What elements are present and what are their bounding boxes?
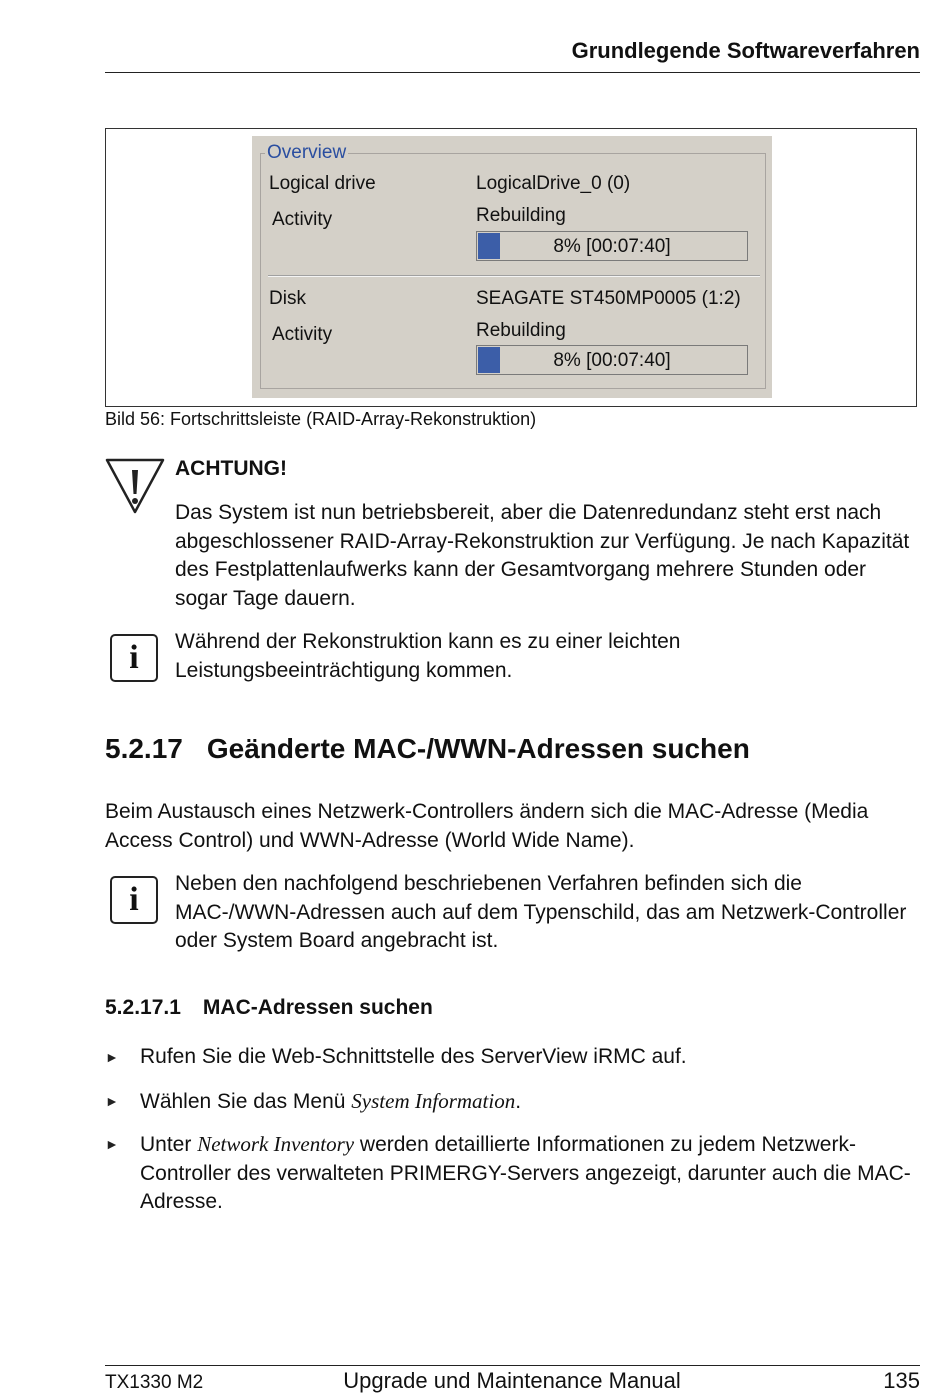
info-text-typeplate: Neben den nachfolgend beschriebenen Verfahren befinden sich die MAC-/WWN-Adressen auch auf dem Typenschild, das am Netzwerk-Controller oder System Board angebracht ist. [175, 872, 907, 952]
logical-progress-bar [476, 231, 748, 261]
menu-network-inventory: Network Inventory [197, 1132, 355, 1156]
running-header: Grundlegende Softwareverfahren [571, 38, 920, 63]
header-rule [105, 72, 920, 73]
step-1: Rufen Sie die Web-Schnittstelle des ServerView iRMC auf. [140, 1045, 687, 1068]
caution-title: ACHTUNG! [175, 457, 287, 480]
step-3-text: Unter [140, 1133, 198, 1156]
step-marker: ► [105, 1136, 119, 1152]
logical-drive-value: LogicalDrive_0 (0) [476, 173, 631, 194]
disk-progress-bar [476, 345, 748, 375]
page-number: 135 [883, 1368, 920, 1393]
step-2 [140, 1087, 917, 1117]
logical-activity-value: Rebuilding [476, 205, 566, 226]
logical-progress-text: 8% [00:07:40] [553, 236, 671, 257]
subsection-heading [105, 996, 433, 1020]
caution-text: Das System ist nun betriebsbereit, aber die Datenredundanz steht erst nach abgeschlossener RAID-Array-Rekonstruktion zur Verfügung. Je nach Kapazität des Festplattenlaufwerks kann der Gesamtvorgang mehrere Stunden oder sogar Tage dauern. [175, 501, 910, 610]
footer-manual-title: Upgrade und Maintenance Manual [343, 1368, 681, 1393]
section-title: Geänderte MAC-/WWN-Adressen suchen [206, 733, 750, 764]
section-heading [105, 733, 750, 765]
disk-activity-value: Rebuilding [476, 320, 566, 341]
disk-progress-text: 8% [00:07:40] [553, 350, 671, 371]
footer-model: TX1330 M2 [105, 1372, 204, 1393]
info-text-rebuild: Während der Rekonstruktion kann es zu einer leichten Leistungsbeeinträchtigung kommen. [175, 630, 681, 682]
logical-activity-label: Activity [272, 209, 333, 230]
step-3 [140, 1130, 917, 1217]
step-3-rest: werden detaillierte Informationen zu jedem Netzwerk-Controller des verwalteten PRIMERGY-Servers angezeigt, darunter auch die MAC-Adresse. [140, 1133, 911, 1213]
step-marker: ► [105, 1049, 119, 1065]
disk-activity-label: Activity [272, 324, 333, 345]
info-icon: i [110, 634, 158, 682]
step-2-end: . [515, 1090, 522, 1113]
footer-rule [105, 1365, 920, 1366]
section-intro: Beim Austausch eines Netzwerk-Controllers ändern sich die MAC-Adresse (Media Access Control) und WWN-Adresse (World Wide Name). [105, 800, 869, 852]
section-number: 5.2.17 [105, 733, 183, 764]
menu-system-information: System Information [351, 1089, 516, 1113]
subsection-number: 5.2.17.1 [105, 996, 181, 1019]
disk-value: SEAGATE ST450MP0005 (1:2) [476, 288, 741, 309]
info-icon: i [110, 876, 158, 924]
disk-label: Disk [269, 288, 306, 309]
step-marker: ► [105, 1093, 119, 1109]
overview-separator [268, 275, 760, 277]
logical-drive-label: Logical drive [269, 173, 376, 194]
subsection-title: MAC-Adressen suchen [202, 996, 433, 1019]
overview-group-label: Overview [267, 142, 347, 163]
warning-icon [104, 456, 166, 516]
step-2-text: Wählen Sie das Menü [140, 1090, 352, 1113]
figure-caption: Bild 56: Fortschrittsleiste (RAID-Array-Rekonstruktion) [105, 409, 537, 429]
